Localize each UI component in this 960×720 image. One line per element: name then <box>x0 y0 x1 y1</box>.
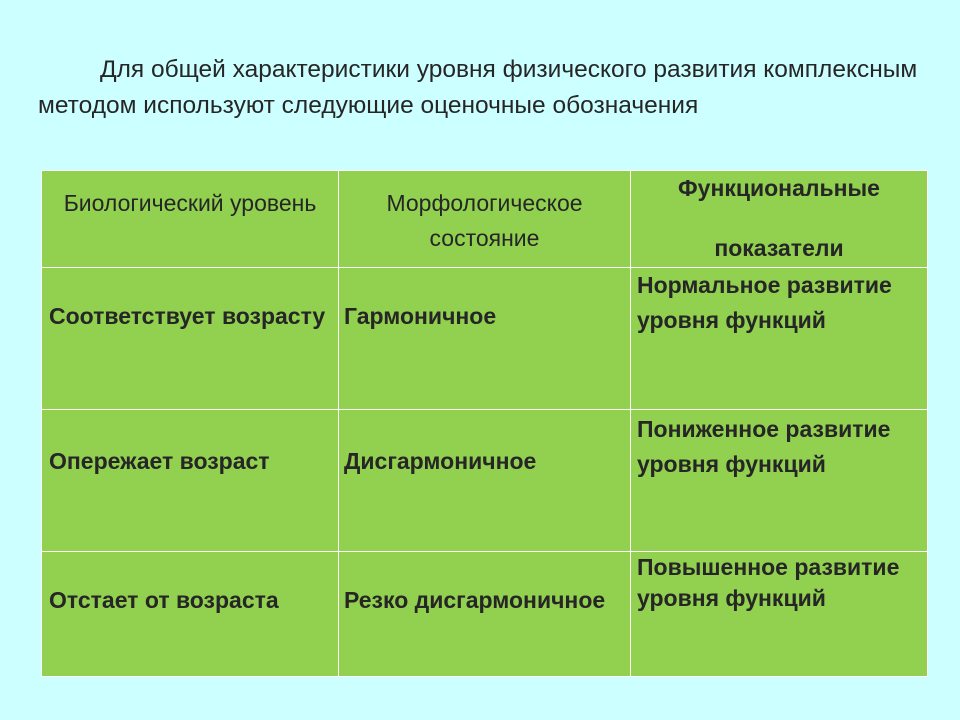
intro-paragraph: Для общей характеристики уровня физического развития комплексным методом используют следующие оценочные обозначения <box>38 56 918 119</box>
table-row <box>42 268 928 410</box>
header-morphological-label: Морфологическое состояние <box>386 190 583 251</box>
header-functional-label-line1: Функциональные <box>678 175 880 201</box>
header-biological-label: Биологический уровень <box>63 190 317 216</box>
cell-biological: Опережает возраст <box>42 410 339 552</box>
table-header-row <box>42 171 928 268</box>
table-row <box>42 552 928 677</box>
cell-functional: Повышенное развитие уровня функций <box>631 552 928 677</box>
cell-biological: Соответствует возрасту <box>42 268 339 410</box>
header-biological-level <box>42 171 339 268</box>
cell-biological: Отстает от возраста <box>42 552 339 677</box>
cell-morphological: Гармоничное <box>339 268 631 410</box>
cell-morphological: Дисгармоничное <box>339 410 631 552</box>
cell-functional: Нормальное развитие уровня функций <box>631 268 928 410</box>
table-row <box>42 410 928 552</box>
cell-functional: Пониженное развитие уровня функций <box>631 410 928 552</box>
assessment-table <box>41 170 928 677</box>
header-morphological-state <box>339 171 631 268</box>
header-functional-indicators <box>631 171 928 268</box>
cell-morphological: Резко дисгармоничное <box>339 552 631 677</box>
header-functional-label-line2: показатели <box>714 235 844 261</box>
